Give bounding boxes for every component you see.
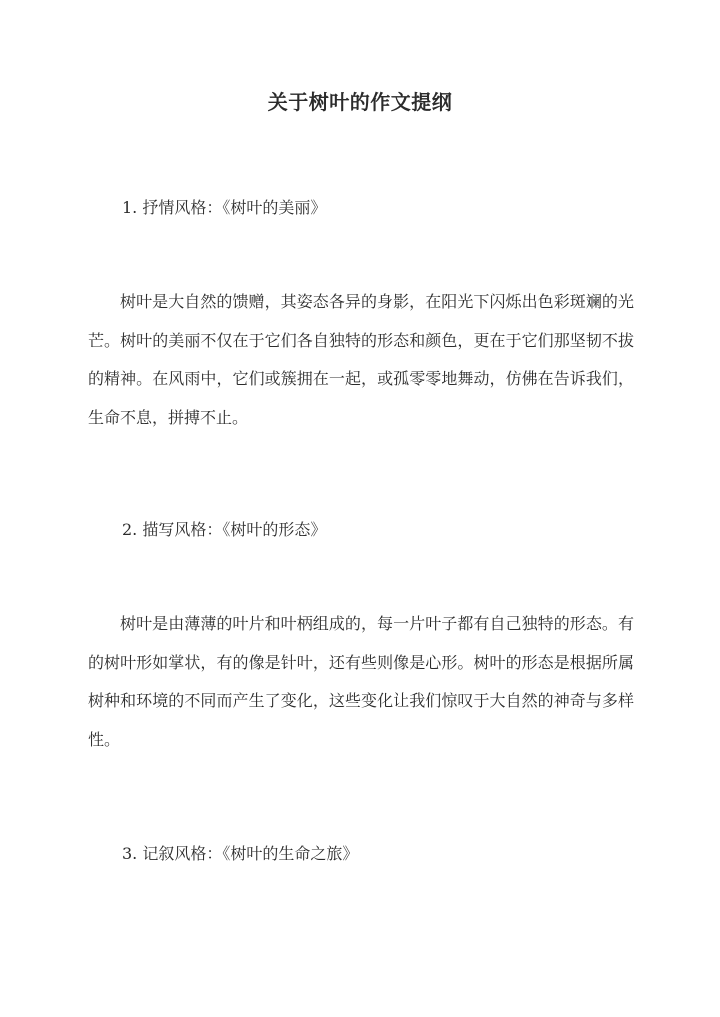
document-title: 关于树叶的作文提纲 [267, 90, 453, 114]
section-heading-1: 1. 抒情风格：《树叶的美丽》 [122, 198, 327, 217]
section-paragraph-1: 树叶是大自然的馈赠，其姿态各异的身影，在阳光下闪烁出色彩斑斓的光芒。树叶的美丽不仅在于它们各自独特的形态和颜色，更在于它们那坚韧不拔的精神。在风雨中，它们或簇拥在一起，或孤零零地舞动，仿佛在告诉我们，生命不息，拼搏不止。 [88, 292, 634, 427]
section-heading-2: 2. 描写风格：《树叶的形态》 [122, 520, 327, 539]
section-heading-3: 3. 记叙风格：《树叶的生命之旅》 [122, 844, 359, 863]
section-paragraph-2: 树叶是由薄薄的叶片和叶柄组成的，每一片叶子都有自己独特的形态。有的树叶形如掌状，有的像是针叶，还有些则像是心形。树叶的形态是根据所属树种和环境的不同而产生了变化，这些变化让我们惊叹于大自然的神奇与多样性。 [88, 614, 634, 749]
